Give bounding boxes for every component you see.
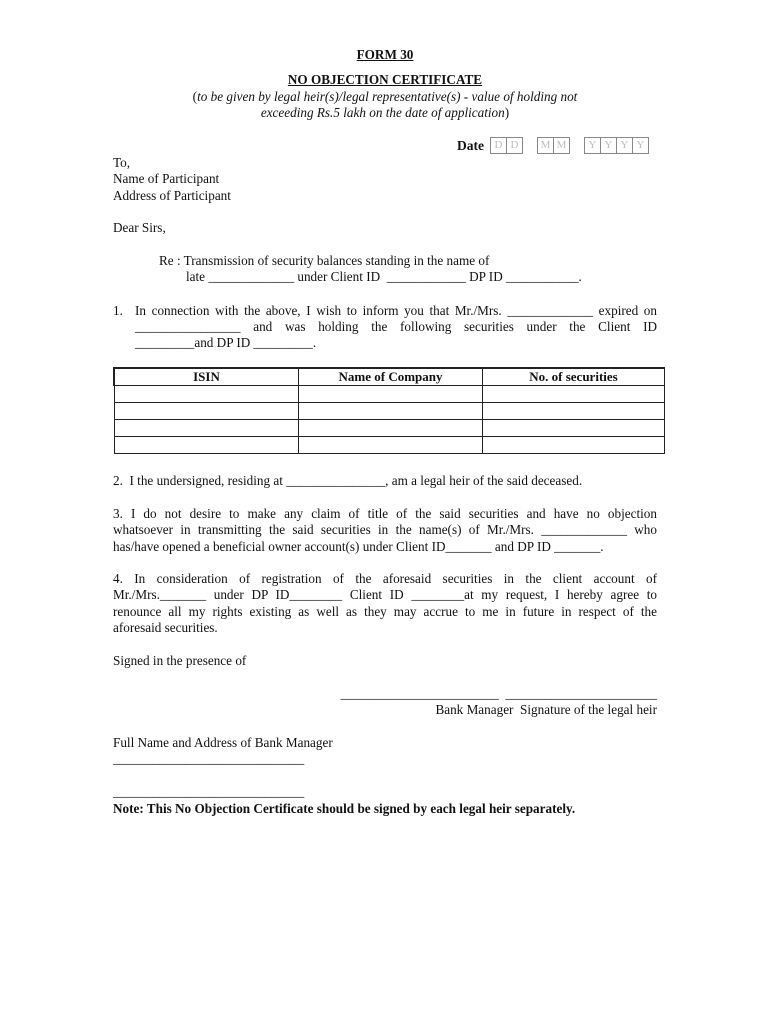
date-month-box[interactable]: M (553, 137, 570, 154)
table-cell[interactable] (483, 437, 665, 454)
para1-line1: In connection with the above, I wish to inform you that Mr./Mrs. _____________ expired on (135, 303, 657, 318)
table-header-company: Name of Company (299, 368, 483, 386)
form-subtitle-line2: exceeding Rs.5 lakh on the date of application) (260, 105, 510, 120)
para3-line3: has/have opened a beneficial owner account(s) under Client ID_______ and DP ID _______. (113, 539, 604, 554)
para1-line3: _________and DP ID _________. (135, 335, 317, 350)
para3-line1: 3. I do not desire to make any claim of title of the said securities and have no objection (113, 506, 657, 521)
salutation: Dear Sirs, (113, 220, 166, 235)
para4-line1: 4. In consideration of registration of the aforesaid securities in the client account of (113, 571, 657, 586)
note: Note: This No Objection Certificate should be signed by each legal heir separately. (113, 801, 576, 816)
table-cell[interactable] (483, 403, 665, 420)
re-line1: Re : Transmission of security balances standing in the name of (159, 253, 490, 268)
signature-lines[interactable]: ________________________ _______________________ (340, 686, 657, 701)
table-cell[interactable] (299, 403, 483, 420)
address-to: To, (113, 155, 131, 170)
date-year-box[interactable]: Y (632, 137, 649, 154)
table-cell[interactable] (299, 386, 483, 403)
bank-manager-line2[interactable]: _____________________________ (113, 784, 305, 799)
form-number: FORM 30 (356, 47, 414, 62)
para2: 2. I the undersigned, residing at _______________, am a legal heir of the said deceased. (113, 473, 583, 488)
signature-labels: Bank Manager Signature of the legal heir (435, 702, 657, 717)
date-month-box[interactable]: M (537, 137, 554, 154)
table-cell[interactable] (114, 403, 299, 420)
table-cell[interactable] (299, 437, 483, 454)
table-header-count: No. of securities (483, 368, 665, 386)
bank-manager-line1[interactable]: _____________________________ (113, 751, 305, 766)
table-row (114, 420, 665, 437)
participant-address: Address of Participant (113, 188, 231, 203)
table-cell[interactable] (299, 420, 483, 437)
para4-line3: renounce all my rights existing as well as they may accrue to me in future in respect of the (113, 604, 657, 619)
table-cell[interactable] (114, 386, 299, 403)
date-label: Date (457, 137, 484, 153)
date-month-boxes (537, 137, 570, 154)
date-year-box[interactable]: Y (616, 137, 633, 154)
table-header-isin: ISIN (114, 368, 299, 386)
table-cell[interactable] (114, 420, 299, 437)
form-subtitle-line1: (to be given by legal heir(s)/legal representative(s) - value of holding not (192, 89, 578, 104)
table-cell[interactable] (483, 386, 665, 403)
date-year-box[interactable]: Y (600, 137, 617, 154)
date-day-box[interactable]: D (506, 137, 523, 154)
date-field (457, 137, 649, 154)
table-cell[interactable] (483, 420, 665, 437)
securities-table (113, 367, 665, 454)
date-year-box[interactable]: Y (584, 137, 601, 154)
para4-line4: aforesaid securities. (113, 620, 218, 635)
table-row (114, 403, 665, 420)
para1-number: 1. (113, 303, 123, 318)
participant-name: Name of Participant (113, 171, 220, 186)
form-title: NO OBJECTION CERTIFICATE (287, 72, 483, 87)
para1-line2: ________________ and was holding the following securities under the Client ID (135, 319, 657, 334)
date-day-box[interactable]: D (490, 137, 507, 154)
table-row (114, 437, 665, 454)
table-row (114, 386, 665, 403)
para4-line2: Mr./Mrs._______ under DP ID________ Client ID ________at my request, I hereby agree to (113, 587, 657, 602)
table-header-row (114, 368, 665, 386)
bank-manager-label: Full Name and Address of Bank Manager (113, 735, 333, 750)
table-cell[interactable] (114, 437, 299, 454)
para3-line2: whatsoever in transmitting the said securities in the name(s) of Mr./Mrs. _____________ who (113, 522, 657, 537)
re-line2: late _____________ under Client ID ____________ DP ID ___________. (186, 269, 582, 284)
signed-presence: Signed in the presence of (113, 653, 247, 668)
date-day-boxes (490, 137, 523, 154)
date-year-boxes (584, 137, 649, 154)
